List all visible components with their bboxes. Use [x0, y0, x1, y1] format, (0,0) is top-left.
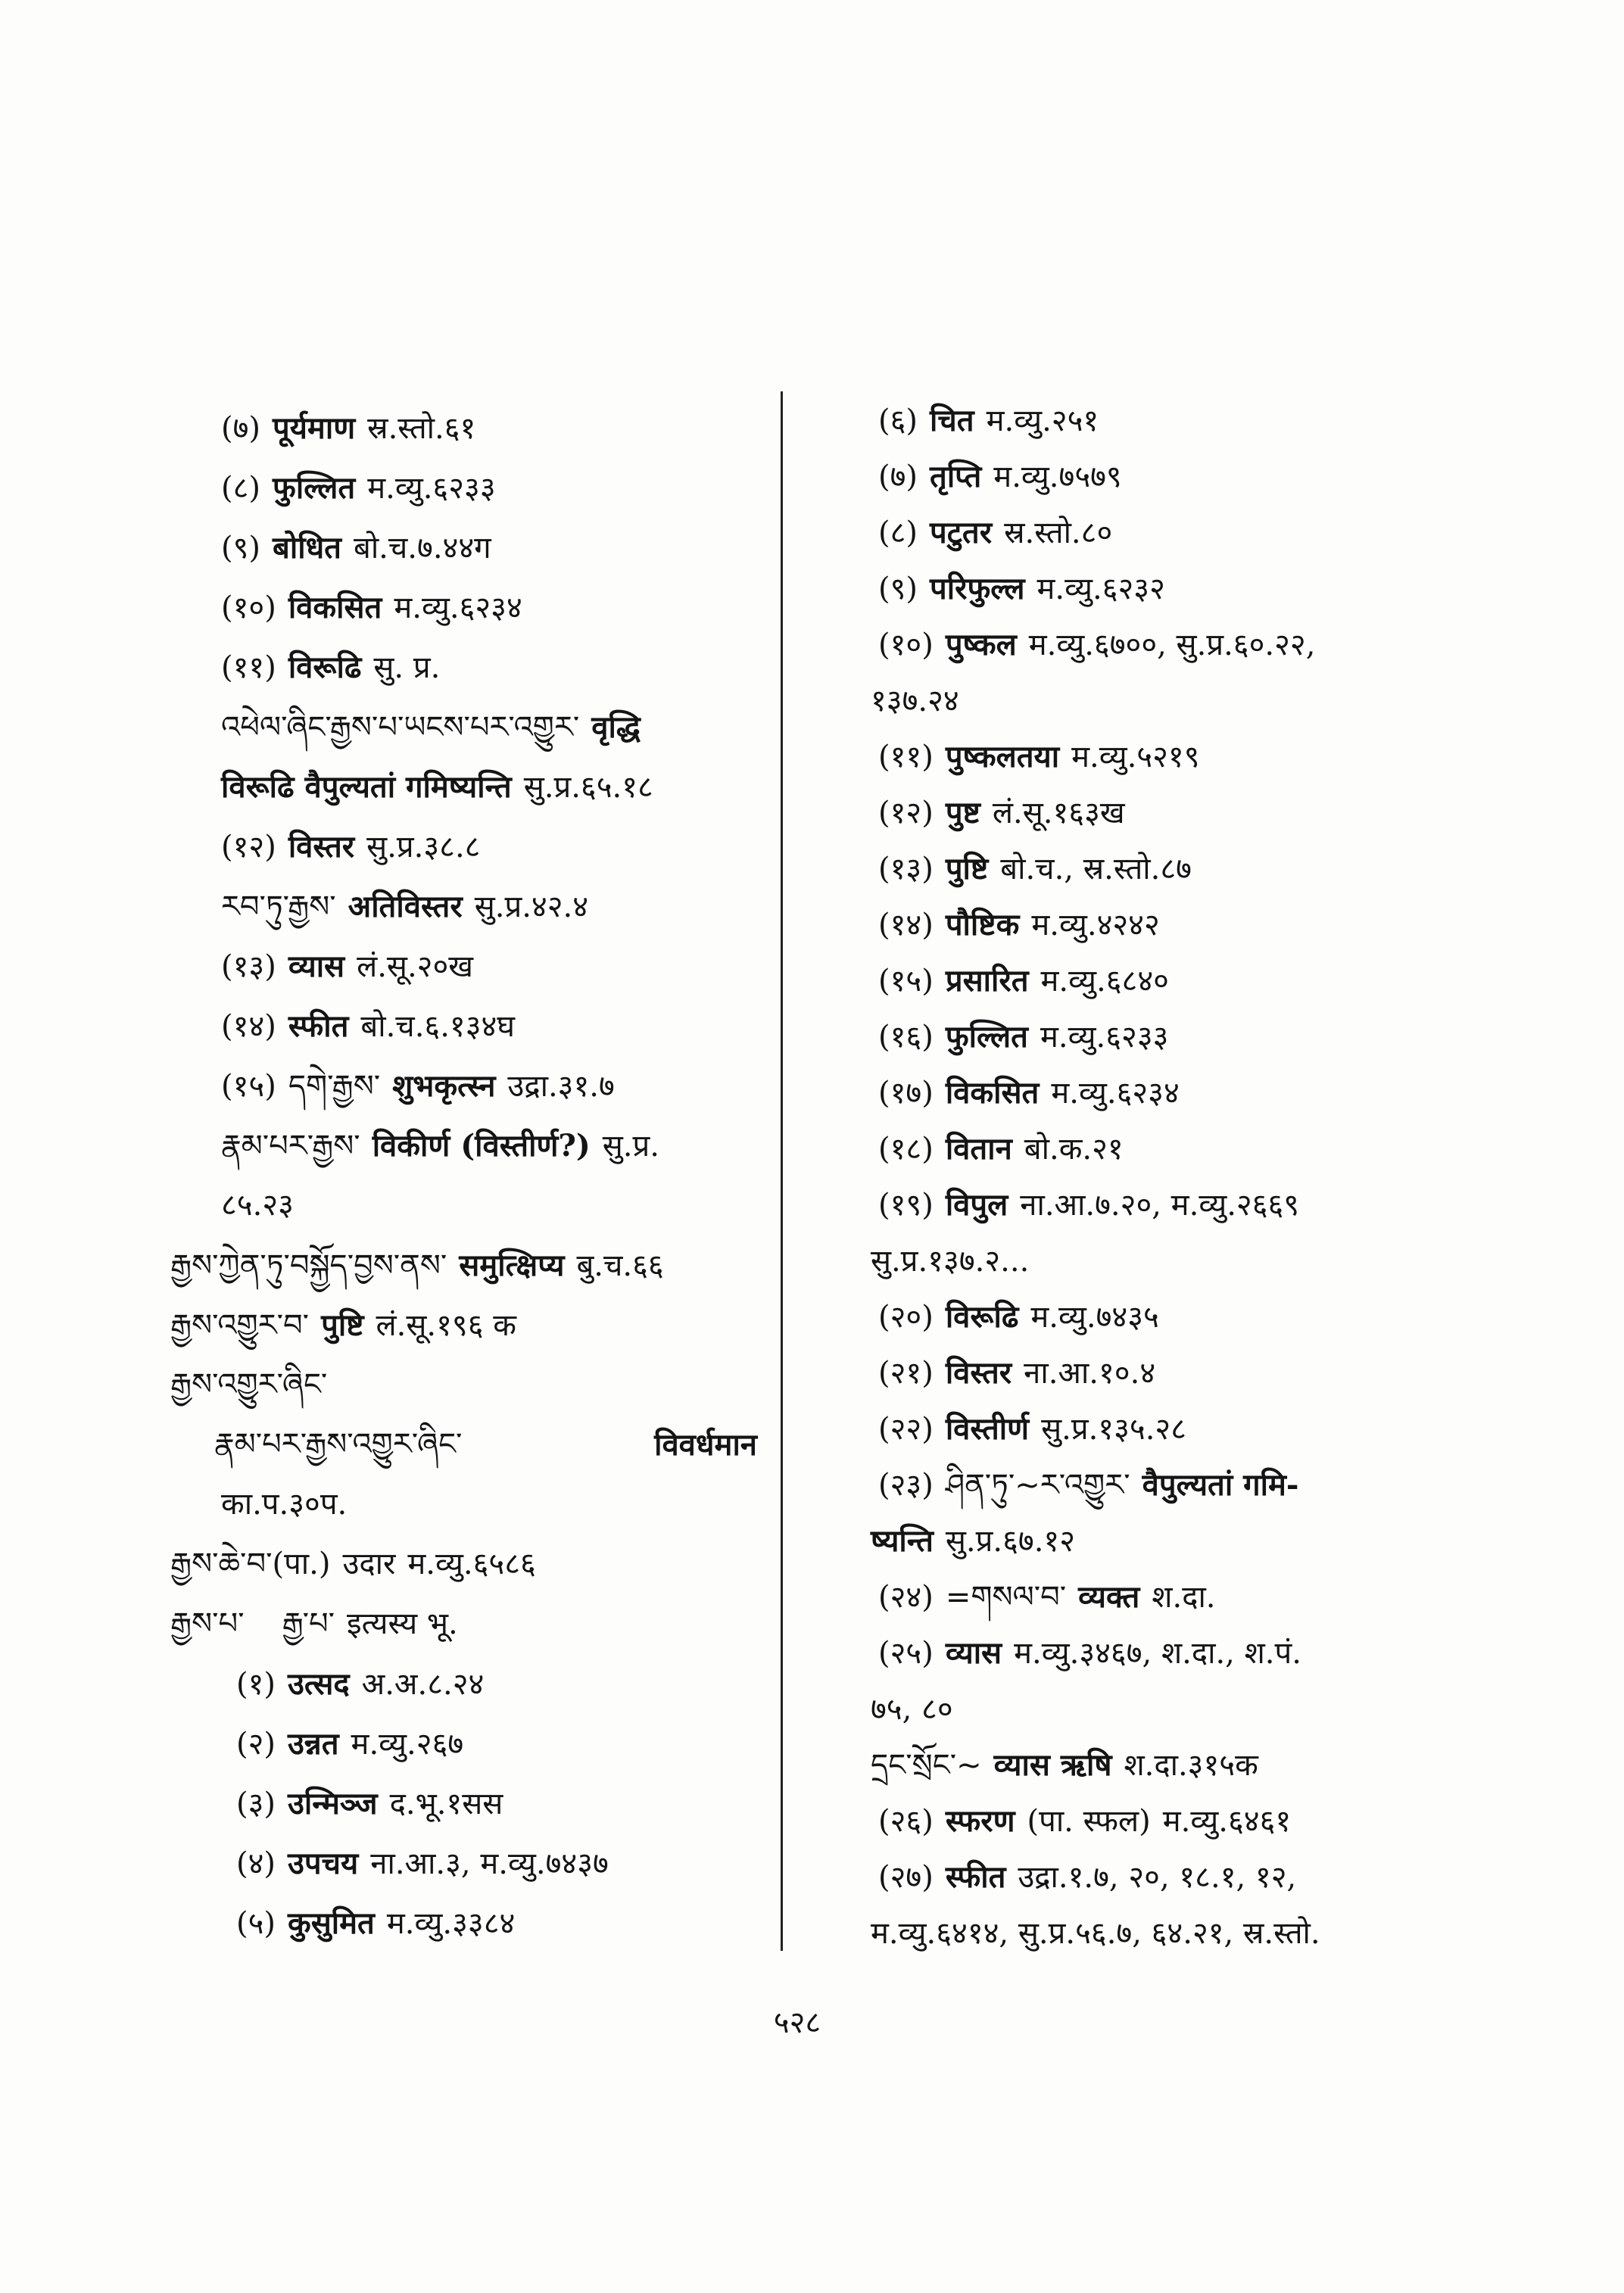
- reference: म.व्यु.६२३३: [367, 471, 496, 506]
- entry-number: (७): [878, 460, 918, 494]
- headword: समुत्क्षिप्य: [459, 1248, 565, 1283]
- entry-line: [863, 953, 1469, 1009]
- reference: सु.प्र.६७.१२: [945, 1524, 1076, 1559]
- entry-line: [863, 1065, 1469, 1121]
- entry-number: (२): [236, 1727, 276, 1762]
- reference: लं.सू.१६३ख: [992, 796, 1125, 830]
- entry-number: (४): [236, 1846, 276, 1881]
- reference: बो.क.२१: [1024, 1132, 1124, 1167]
- headword: पुष्टि: [945, 851, 989, 886]
- headword: विस्तर: [945, 1355, 1012, 1391]
- entry-line: [151, 1475, 780, 1534]
- entry-line: [863, 505, 1469, 561]
- reference: श.दा.: [1152, 1580, 1216, 1615]
- reference: म.व्यु.५२१९: [1071, 740, 1200, 774]
- entry-number: (१९): [878, 1188, 934, 1223]
- entry-number: (१७): [878, 1076, 934, 1111]
- headword: प्रसारित: [945, 963, 1029, 999]
- headword: बोधित: [273, 530, 341, 565]
- reference: बो.च.७.४४ग: [353, 531, 491, 565]
- entry-number: (३): [236, 1787, 276, 1821]
- right-column: [863, 393, 1469, 1961]
- reference: सु. प्र.: [373, 650, 441, 685]
- entry-number: (२०): [878, 1300, 934, 1335]
- reference: ना.आ.१०.४: [1024, 1356, 1156, 1391]
- reference: म.व्यु.३४६७, श.दा., श.पं.: [1014, 1636, 1301, 1671]
- reference: बु.च.६६: [576, 1248, 664, 1283]
- entry-line: [151, 1654, 780, 1714]
- entry-line: [151, 757, 780, 817]
- entry-line: [151, 637, 780, 697]
- headword: विरूढि: [288, 650, 362, 685]
- entry-number: (५): [236, 1906, 276, 1941]
- tibetan-term: རྒྱས་ཀྱེན་ཏུ་བསྐྱོད་བྱས་ནས་: [170, 1248, 447, 1283]
- tibetan-term: =གསལ་བ་: [945, 1580, 1067, 1615]
- reference: का.प.३०प.: [221, 1487, 348, 1522]
- tibetan-term: རྣམ་པར་རྒྱས་: [221, 1129, 360, 1164]
- entry-number: (१): [236, 1667, 276, 1702]
- entry-number: (११): [221, 650, 276, 685]
- reference: म.व्यु.७५७९: [993, 460, 1122, 494]
- entry-number: (२६): [878, 1804, 934, 1839]
- headword: पुष्कलतया: [945, 739, 1060, 774]
- headword: स्फीत: [288, 1008, 349, 1044]
- reference: सु.प्र.१३५.२८: [1041, 1412, 1187, 1447]
- reference: ७५, ८०: [871, 1692, 953, 1727]
- reference: म.व्यु.६२३२: [1036, 572, 1165, 606]
- headword: उन्मिञ्ज: [288, 1786, 378, 1821]
- entry-number: (२५): [878, 1636, 934, 1671]
- reference: म.व्यु.६२३४: [394, 590, 522, 625]
- entry-line: [151, 398, 780, 458]
- reference: श.दा.३१५क: [1124, 1748, 1258, 1783]
- entry-line: [151, 1415, 780, 1475]
- reference: बो.च., स्र.स्तो.८७: [1000, 852, 1192, 886]
- tibetan-term: འཕེལ་ཞིང་རྒྱས་པ་ཡངས་པར་འགྱུར་: [221, 710, 580, 745]
- entry-number: (९): [878, 572, 918, 606]
- headword: विकसित: [945, 1075, 1040, 1111]
- entry-line: [151, 1833, 780, 1893]
- entry-line: [863, 1849, 1469, 1905]
- entry-line: [863, 1401, 1469, 1457]
- headword: उत्सद: [288, 1666, 350, 1702]
- headword: कुसुमित: [288, 1905, 375, 1941]
- entry-number: (१२): [878, 796, 934, 830]
- entry-line: [151, 458, 780, 518]
- entry-number: (२४): [878, 1580, 934, 1615]
- entry-line: [863, 1121, 1469, 1177]
- reference: म.व्यु.४२४२: [1031, 908, 1160, 942]
- entry-number: (१५): [221, 1069, 276, 1104]
- reference: १३७.२४: [871, 684, 959, 718]
- entry-line: [151, 1235, 780, 1295]
- entry-number: (१०): [878, 628, 934, 662]
- tibetan-term: རྒྱས་པ་: [170, 1606, 245, 1641]
- entry-line: [863, 449, 1469, 505]
- reference: द.भू.१सस: [389, 1787, 503, 1821]
- entry-line: [151, 1056, 780, 1116]
- entry-number: (२७): [878, 1860, 934, 1895]
- entry-number: (१०): [221, 590, 276, 625]
- reference: उद्रा.३१.७: [507, 1069, 615, 1104]
- entry-line: [151, 1594, 780, 1654]
- headword: फुल्लित: [945, 1019, 1028, 1055]
- entry-number: (१८): [878, 1132, 934, 1167]
- tibetan-term: རྒྱ་པ་: [282, 1606, 335, 1641]
- headword: पुष्कल: [945, 627, 1017, 662]
- headword: विस्तीर्ण: [945, 1411, 1030, 1447]
- headword: विकसित: [288, 590, 382, 625]
- headword: अतिविस्तर: [348, 889, 463, 924]
- entry-line: [151, 996, 780, 1056]
- reference: ना.आ.३, म.व्यु.७४३७: [370, 1846, 609, 1881]
- entry-line: [151, 817, 780, 877]
- headword: व्यास ऋषि: [993, 1747, 1112, 1783]
- headword: विकीर्ण (विस्तीर्ण?): [372, 1128, 591, 1164]
- entry-number: (७): [221, 411, 261, 446]
- pali-note: (पा. स्फल): [1027, 1804, 1151, 1839]
- tibetan-term: རྒྱས་འགྱུར་བ་: [170, 1308, 310, 1343]
- reference: लं.सू.२०ख: [357, 949, 474, 984]
- tibetan-term: རྒྱས་ཆེ་བ་: [170, 1547, 273, 1581]
- headword: शुभकृत्स्न: [392, 1068, 496, 1104]
- headword: उपचय: [288, 1846, 359, 1881]
- entry-line: [863, 1289, 1469, 1345]
- headword: वृद्धि: [591, 709, 641, 745]
- headword: व्यास: [945, 1635, 1002, 1671]
- entry-line: [151, 936, 780, 996]
- entry-line: [151, 578, 780, 637]
- entry-line: [151, 697, 780, 757]
- headword: पुष्टि: [321, 1307, 364, 1343]
- entry-number: (२१): [878, 1356, 934, 1391]
- entry-line: [863, 1009, 1469, 1065]
- entry-number: (१६): [878, 1020, 934, 1055]
- reference: म.व्यु.३३८४: [386, 1906, 516, 1941]
- entry-line: [863, 617, 1469, 673]
- entry-line: [151, 1714, 780, 1774]
- entry-line: [863, 1569, 1469, 1625]
- headword: स्फरण: [945, 1803, 1015, 1839]
- tibetan-term: ཤིན་ཏུ་~ར་འགྱུར་: [945, 1468, 1130, 1503]
- headword: विरूढि: [945, 1299, 1019, 1335]
- reference: ना.आ.७.२०, म.व्यु.२६६९: [1020, 1188, 1300, 1223]
- entry-number: (६): [878, 403, 918, 438]
- entry-number: (२२): [878, 1412, 934, 1447]
- entry-line: [863, 897, 1469, 953]
- page-number: ५२८: [773, 2005, 821, 2040]
- reference: सु.प्र.६५.१८: [523, 770, 653, 805]
- left-column: [151, 398, 780, 1953]
- reference: सु.प्र.३८.८: [366, 830, 481, 865]
- entry-number: (११): [878, 740, 934, 774]
- headword: वितान: [945, 1131, 1012, 1167]
- entry-number: (९): [221, 531, 261, 565]
- reference: म.व्यु.२६७: [351, 1727, 464, 1762]
- entry-line: [151, 1534, 780, 1594]
- entry-line: [863, 1177, 1469, 1233]
- headword: उदार: [342, 1547, 396, 1581]
- entry-line: [863, 729, 1469, 785]
- reference: सु.प्र.१३७.२...: [871, 1244, 1030, 1279]
- tibetan-term: རྣམ་པར་རྒྱས་འགྱུར་ཞིང་: [214, 1427, 463, 1462]
- entry-number: (१४): [221, 1009, 276, 1044]
- entry-line: [151, 1774, 780, 1833]
- headword: ष्यन्ति: [871, 1523, 934, 1559]
- reference: उद्रा.१.७, २०, १८.१, १२,: [1018, 1860, 1297, 1895]
- entry-line: [151, 1176, 780, 1235]
- tibetan-term: རབ་ཏུ་རྒྱས་: [221, 889, 336, 924]
- headword: पुष्ट: [945, 795, 980, 830]
- entry-line: [151, 518, 780, 578]
- headword: चित: [930, 403, 974, 438]
- entry-line: [863, 1513, 1469, 1569]
- entry-line: [863, 393, 1469, 449]
- entry-line: [863, 561, 1469, 617]
- headword: फुल्लित: [273, 470, 356, 506]
- headword: तृप्ति: [930, 459, 982, 494]
- pali-note: (पा.): [272, 1547, 331, 1581]
- entry-number: (२३): [878, 1468, 934, 1503]
- entry-line: [151, 1893, 780, 1953]
- reference: स्र.स्तो.८०: [1004, 516, 1113, 550]
- reference: लं.सू.१९६ क: [376, 1308, 516, 1343]
- reference: सु.प्र.: [602, 1129, 659, 1164]
- reference: म.व्यु.२५१: [986, 403, 1099, 438]
- reference: अ.अ.८.२४: [361, 1667, 485, 1702]
- entry-line: [863, 841, 1469, 897]
- reference: ८५.२३: [221, 1188, 294, 1223]
- entry-number: (१२): [221, 830, 276, 865]
- entry-number: (८): [221, 471, 261, 506]
- entry-number: (१५): [878, 964, 934, 999]
- headword: स्फीत: [945, 1859, 1006, 1895]
- entry-line: [863, 1737, 1469, 1793]
- entry-line: [863, 1233, 1469, 1289]
- reference: सु.प्र.४२.४: [474, 889, 589, 924]
- gloss-text: इत्यस्य भू.: [347, 1606, 458, 1641]
- reference: म.व्यु.६७००, सु.प्र.६०.२२,: [1028, 628, 1316, 662]
- entry-line: [863, 1793, 1469, 1849]
- reference: म.व्यु.७४३५: [1030, 1300, 1159, 1335]
- entry-number: (१३): [878, 852, 934, 886]
- headword: विस्तर: [288, 829, 355, 865]
- tibetan-term: དགེ་རྒྱས་: [288, 1069, 381, 1104]
- reference: स्र.स्तो.६१: [367, 411, 476, 446]
- entry-line: [863, 785, 1469, 841]
- entry-number: (१४): [878, 908, 934, 942]
- entry-line: [863, 673, 1469, 729]
- reference: म.व्यु.६२३४: [1051, 1076, 1180, 1111]
- reference: म.व्यु.६४६१: [1162, 1804, 1292, 1839]
- headword: पूर्यमाण: [273, 410, 356, 446]
- entry-line: [863, 1625, 1469, 1681]
- reference: म.व्यु.६५८६: [407, 1547, 536, 1581]
- entry-number: (१३): [221, 949, 276, 984]
- entry-line: [863, 1345, 1469, 1401]
- tibetan-term: དྲང་སྲོང་~: [871, 1748, 982, 1783]
- headword: विवर्धमान: [654, 1427, 757, 1463]
- reference: म.व्यु.६२३३: [1040, 1020, 1169, 1055]
- headword: उन्नत: [288, 1726, 339, 1762]
- reference: म.व्यु.६८४०: [1040, 964, 1169, 999]
- headword: विपुल: [945, 1187, 1008, 1223]
- headword: व्यास: [288, 949, 345, 984]
- reference: बो.च.६.१३४घ: [360, 1009, 515, 1044]
- headword: व्यक्त: [1078, 1579, 1140, 1615]
- headword: पटुतर: [930, 515, 993, 550]
- entry-line: [863, 1457, 1469, 1513]
- entry-line: [151, 877, 780, 936]
- entry-line: [863, 1905, 1469, 1961]
- entry-number: (८): [878, 516, 918, 550]
- entry-line: [863, 1681, 1469, 1737]
- headword: विरूढि वैपुल्यतां गमिष्यन्ति: [221, 769, 512, 805]
- tibetan-term: རྒྱས་འགྱུར་ཞིང་: [170, 1367, 328, 1402]
- headword: वैपुल्यतां गमि-: [1142, 1467, 1299, 1503]
- headword: पौष्टिक: [945, 907, 1020, 942]
- entry-line: [151, 1116, 780, 1176]
- entry-line: [151, 1355, 780, 1415]
- entry-line: [151, 1295, 780, 1355]
- headword: परिफुल्ल: [930, 571, 1025, 606]
- reference: म.व्यु.६४१४, सु.प्र.५६.७, ६४.२१, स्र.स्तो.: [871, 1916, 1320, 1951]
- column-divider: [781, 391, 783, 1951]
